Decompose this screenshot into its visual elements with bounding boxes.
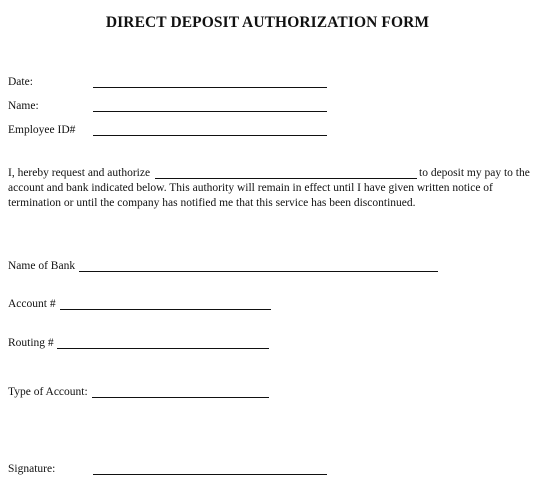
signature-field (8, 461, 338, 477)
company-input-line[interactable] (155, 178, 417, 179)
name-field (8, 98, 338, 114)
routing-number-label: Routing # (8, 337, 54, 349)
authorization-text-after: to deposit my pay to the (419, 167, 530, 179)
authorization-line-3: termination or until the company has notified me that this service has been discontinued. (8, 197, 416, 209)
account-number-input-line[interactable] (60, 309, 271, 310)
account-number-field (8, 296, 278, 312)
bank-name-label: Name of Bank (8, 260, 76, 272)
bank-name-input-line[interactable] (79, 271, 438, 272)
account-type-field (8, 384, 278, 400)
account-type-input-line[interactable] (92, 397, 269, 398)
employee-id-input-line[interactable] (93, 135, 327, 136)
authorization-paragraph (8, 166, 530, 211)
routing-number-field (8, 335, 278, 351)
date-input-line[interactable] (93, 87, 327, 88)
name-input-line[interactable] (93, 111, 327, 112)
signature-label: Signature: (8, 463, 56, 475)
authorization-line-2: account and bank indicated below. This authority will remain in effect until I have given written notice of (8, 182, 493, 194)
authorization-text-before: I, hereby request and authorize (8, 167, 151, 179)
authorization-line-1 (8, 166, 530, 181)
form-title: DIRECT DEPOSIT AUTHORIZATION FORM (105, 14, 430, 31)
signature-input-line[interactable] (93, 474, 327, 475)
date-label: Date: (8, 76, 33, 88)
name-label: Name: (8, 100, 39, 112)
account-type-label: Type of Account: (8, 386, 88, 398)
date-field (8, 74, 338, 90)
employee-id-label: Employee ID# (8, 124, 76, 136)
employee-id-field (8, 122, 338, 138)
bank-name-field (8, 258, 448, 274)
account-number-label: Account # (8, 298, 56, 310)
routing-number-input-line[interactable] (57, 348, 269, 349)
